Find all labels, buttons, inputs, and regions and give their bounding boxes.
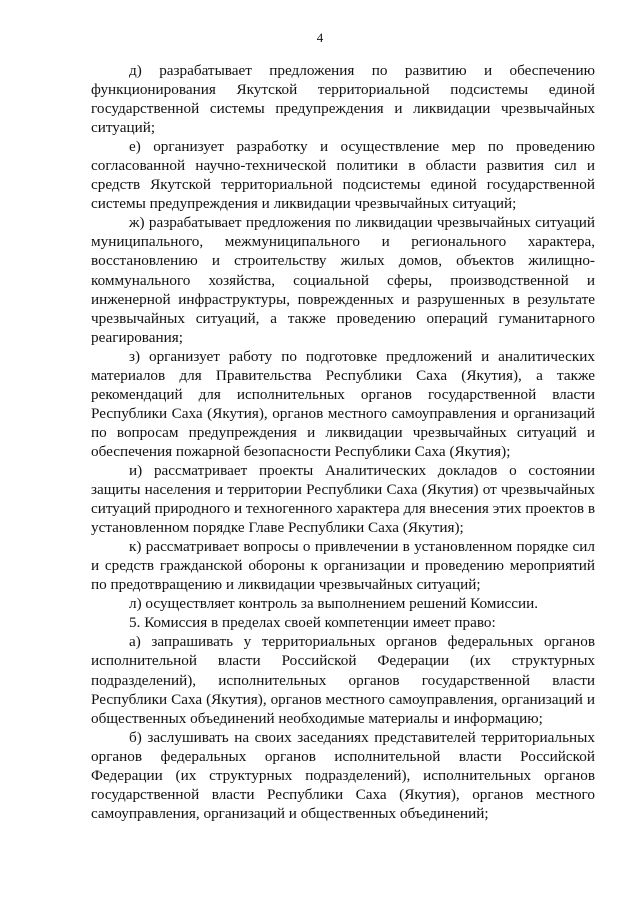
paragraph-z: з) организует работу по подготовке предложений и аналитических материалов для Правительства Республики Саха (Якутия), а также рекомендаций для исполнительных органов государственной власти Республики Саха (Якутия), органов местного самоуправления и организаций по вопросам предупреждения и ликвидации чрезвычайных ситуаций и обеспечения пожарной безопасности Республики Саха (Якутия); (91, 347, 595, 460)
paragraph-zh: ж) разрабатывает предложения по ликвидации чрезвычайных ситуаций муниципального, межмуниципального и регионального характера, восстановлению и строительству жилых домов, объектов жилищно-коммунального хозяйства, социальной сферы, производственной и инженерной инфраструктуры, поврежденных и разрушенных в результате чрезвычайных ситуаций, а также проведению операций гуманитарного реагирования; (91, 214, 595, 346)
paragraph-e: е) организует разработку и осуществление мер по проведению согласованной научно-технической политики в области развития сил и средств Якутской территориальной подсистемы единой государственной системы предупреждения и ликвидации чрезвычайных ситуаций; (91, 138, 595, 213)
paragraph-d: д) разрабатывает предложения по развитию и обеспечению функционирования Якутской территориальной подсистемы единой государственной системы предупреждения и ликвидации чрезвычайных ситуаций; (91, 62, 595, 137)
paragraph-i: и) рассматривает проекты Аналитических докладов о состоянии защиты населения и территории Республики Саха (Якутия) от чрезвычайных ситуаций природного и техногенного характера для внесения этих проектов в установленном порядке Главе Республики Саха (Якутия); (91, 461, 595, 537)
paragraph-l: л) осуществляет контроль за выполнением решений Комиссии. (129, 595, 539, 613)
paragraph-k: к) рассматривает вопросы о привлечении в установленном порядке сил и средств гражданской обороны к организации и проведению мероприятий по предотвращению и ликвидации чрезвычайных ситуаций; (91, 538, 595, 594)
page-number: 4 (316, 30, 324, 45)
document-body (91, 61, 595, 823)
section-5-heading: 5. Комиссия в пределах своей компетенции имеет право: (129, 614, 496, 632)
paragraph-b: б) заслушивать на своих заседаниях представителей территориальных органов федеральных органов исполнительной власти Российской Федерации (их структурных подразделений), исполнительных органов государственной власти Республики Саха (Якутия), органов местного самоуправления, организаций и общественных объединений; (91, 728, 595, 822)
paragraph-a: а) запрашивать у территориальных органов федеральных органов исполнительной власти Российской Федерации (их структурных подразделений), исполнительных органов государственной власти Республики Саха (Якутия), органов местного самоуправления, организаций и общественных объединений необходимые материалы и информацию; (91, 633, 595, 727)
